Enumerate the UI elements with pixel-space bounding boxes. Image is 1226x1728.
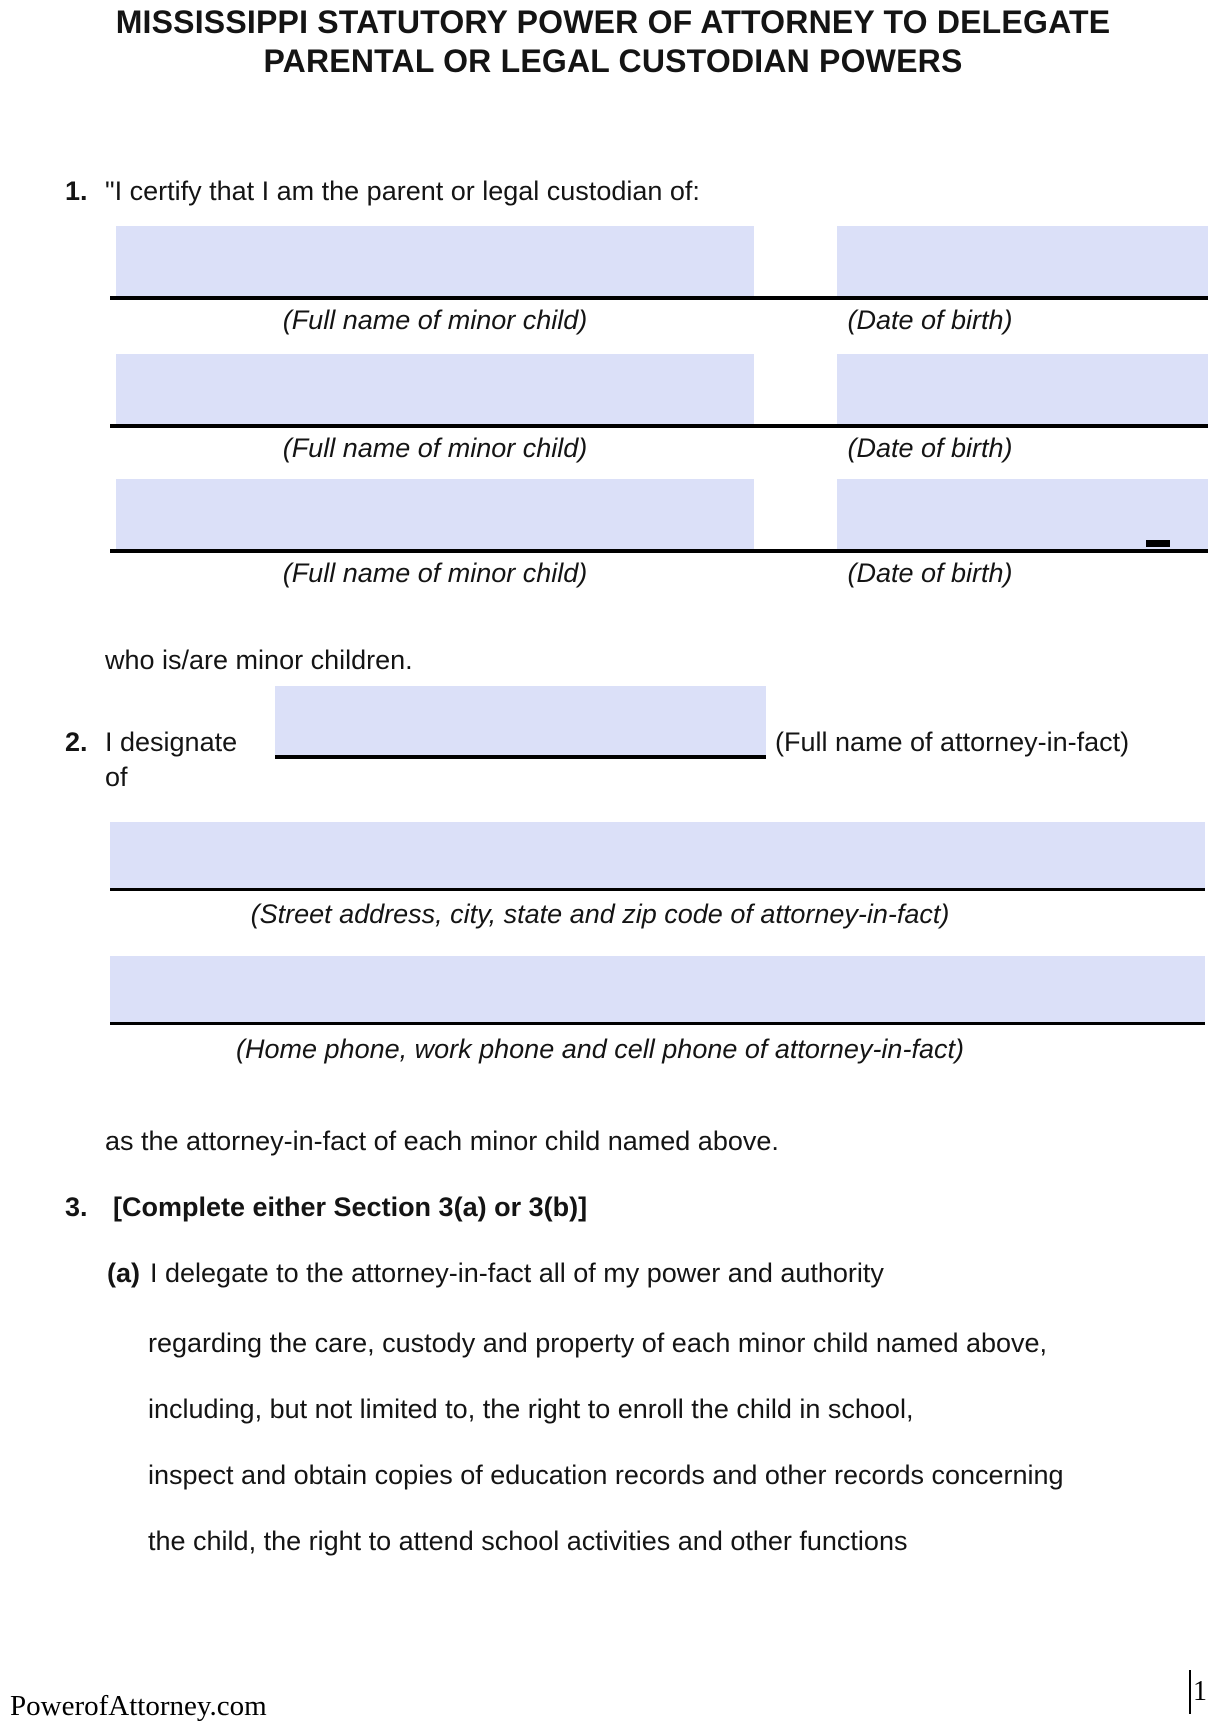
document-title (0, 3, 1226, 81)
section2-number: 2. (65, 727, 88, 757)
section2-closing: as the attorney-in-fact of each minor child named above. (105, 1126, 779, 1156)
section1-number: 1. (65, 176, 88, 206)
attorney-in-fact-name-field[interactable] (275, 686, 766, 755)
signature-line-row3 (110, 549, 1208, 553)
date-of-birth-field-3[interactable] (837, 479, 1208, 549)
section2-designate-text: I designate (105, 727, 238, 757)
date-of-birth-label-1: (Date of birth) (847, 305, 1013, 335)
date-of-birth-field-2[interactable] (837, 354, 1208, 424)
street-address-label: (Street address, city, state and zip code of attorney-in-fact) (250, 899, 950, 929)
text-cursor (1189, 1670, 1191, 1714)
minor-child-name-field-3[interactable] (116, 479, 754, 549)
section1-intro: "I certify that I am the parent or legal custodian of: (105, 176, 700, 206)
section3a-line4: inspect and obtain copies of education records and other records concerning (148, 1460, 1064, 1490)
signature-line-row1 (110, 296, 1208, 300)
section3a-line1: I delegate to the attorney-in-fact all of my power and authority (150, 1258, 884, 1288)
section3a-line3: including, but not limited to, the right to enroll the child in school, (148, 1394, 914, 1424)
attorney-phone-field[interactable] (110, 956, 1205, 1022)
minor-child-name-field-1[interactable] (116, 226, 754, 296)
signature-line-row2 (110, 424, 1208, 428)
section3a-line5: the child, the right to attend school activities and other functions (148, 1526, 908, 1556)
section3a-line2: regarding the care, custody and property of each minor child named above, (148, 1328, 1048, 1358)
section3-number: 3. (65, 1192, 88, 1222)
minor-child-name-label-3: (Full name of minor child) (282, 558, 588, 588)
attorney-name-label: (Full name of attorney-in-fact) (775, 727, 1130, 757)
minor-child-name-field-2[interactable] (116, 354, 754, 424)
footer-website: PowerofAttorney.com (10, 1690, 267, 1722)
page-number: 1 (1193, 1676, 1207, 1707)
stray-mark (1146, 540, 1170, 547)
attorney-street-address-field[interactable] (110, 822, 1205, 888)
signature-line-attorney-name (275, 755, 766, 759)
minor-child-name-label-2: (Full name of minor child) (282, 433, 588, 463)
signature-line-street-address (110, 888, 1205, 891)
section3a-number: (a) (107, 1258, 140, 1288)
section2-of-text: of (105, 762, 128, 792)
phone-label: (Home phone, work phone and cell phone of attorney-in-fact) (236, 1034, 964, 1064)
date-of-birth-label-3: (Date of birth) (847, 558, 1013, 588)
minor-child-name-label-1: (Full name of minor child) (282, 305, 588, 335)
document-title-line1: MISSISSIPPI STATUTORY POWER OF ATTORNEY TO DELEGATE (115, 4, 1111, 40)
date-of-birth-field-1[interactable] (837, 226, 1208, 296)
section1-closing: who is/are minor children. (105, 645, 413, 675)
signature-line-phone (110, 1022, 1205, 1025)
date-of-birth-label-2: (Date of birth) (847, 433, 1013, 463)
document-title-line2: PARENTAL OR LEGAL CUSTODIAN POWERS (263, 43, 963, 79)
section3-heading: [Complete either Section 3(a) or 3(b)] (113, 1192, 588, 1222)
